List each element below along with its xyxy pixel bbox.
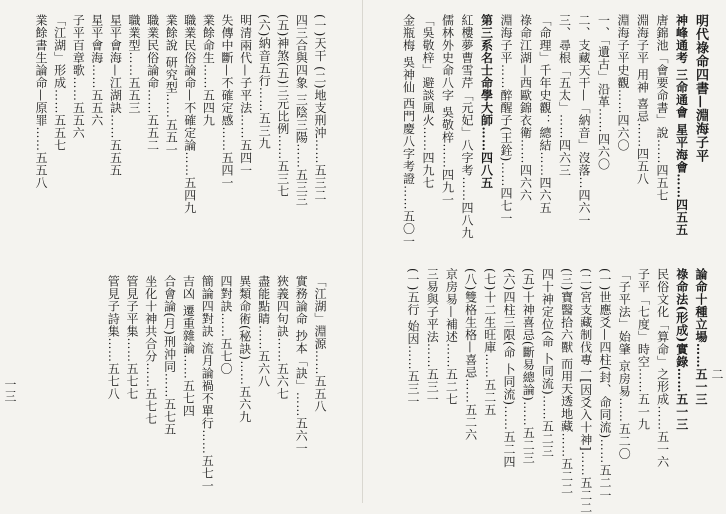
toc-entry: 「子平法」始肇 京房易……五二〇 xyxy=(617,268,632,460)
toc-entry: 坐化十神共合分……五七七 xyxy=(143,275,158,425)
toc-entry: 管見子平集……五七七 xyxy=(125,275,139,400)
toc-entry: 紅樓夢曹雪芹「元妃」八字考……四八九 xyxy=(460,14,474,239)
toc-entry: 四十神定位(命 卜同流)……五二三 xyxy=(540,268,555,458)
toc-entry: (八)雙格生格—喜忌……五二六 xyxy=(463,268,478,441)
toc-entry: 星平會海……五五六 xyxy=(89,14,104,127)
left-page xyxy=(0,0,363,503)
right-page-number: 二 xyxy=(710,368,724,380)
toc-entry: 祿命江湖—西歐錦衣衛……四六六 xyxy=(518,14,533,202)
toc-entry: 子平百章歌……五五六 xyxy=(71,14,86,139)
toc-entry: (六)納音五行……五三九 xyxy=(257,14,272,150)
toc-entry: 民俗文化「算命」之形成……五一六 xyxy=(655,268,670,468)
toc-entry: 「江湖」形成……五五七 xyxy=(52,14,67,152)
toc-entry: 管見子詩集……五七八 xyxy=(106,275,121,400)
toc-entry: 淵海子平 用神 喜忌……四五八 xyxy=(635,14,650,186)
toc-entry: 四對訣……五七〇 xyxy=(219,275,233,375)
toc-entry: (一)世應爻—四柱(封、命同流)……五二一 xyxy=(598,268,612,502)
toc-entry: 職業民俗論命……五五二 xyxy=(145,14,160,152)
toc-entry: 業餘說 研究型……五五一 xyxy=(164,14,179,156)
toc-entry: 京房易—補述……五二七 xyxy=(444,268,459,406)
toc-entry: (二)宮支藏制伐專一[因爻入十神]……五二二 xyxy=(578,268,593,514)
toc-entry: 業餘命生……五四九 xyxy=(201,14,216,127)
toc-entry: 狹義四句訣……五六七 xyxy=(275,275,290,400)
toc-entry: 三、尋根「五太」……四六三 xyxy=(557,14,572,177)
toc-entry: 職業民俗論命—不確定論……五四九 xyxy=(182,14,197,214)
toc-entry: 一、「遺古」沿革……四六〇 xyxy=(596,14,611,171)
toc-entry: 合會論(月)刑沖同……五七五 xyxy=(162,275,177,436)
toc-entry: 祿命法(形成)實錄……五一三 xyxy=(674,268,689,431)
toc-entry: (三)寶醫拾六獸 而用天透地藏……五二二 xyxy=(559,268,574,496)
toc-entry: 明代祿命四書—淵海子平 xyxy=(693,14,708,163)
toc-entry: 實務論命 抄本「訣」……五六一 xyxy=(294,275,309,455)
toc-entry: 失傳中斷—不確定感……五四一 xyxy=(220,14,234,189)
toc-entry: 「江湖」淵源……五五八 xyxy=(313,275,327,413)
toc-entry: (五)神煞(五)三元比例……五三七 xyxy=(275,14,290,198)
toc-entry: (六)四柱三限(命 卜同流)……五二四 xyxy=(502,268,516,469)
toc-entry: 唐錦池「會要命書」說……四五七 xyxy=(655,14,669,202)
toc-entry: 子平「七度」時空……五一九 xyxy=(636,268,651,431)
toc-entry: 四三合與四象 三陰三陽……五三三 xyxy=(294,14,309,206)
toc-entry: (一)天干 (二)地支刑沖……五三二 xyxy=(313,14,327,202)
toc-entry: 業餘書生論命—原罪……五五八 xyxy=(34,14,48,189)
toc-entry: 金瓶梅 吳神仙 西門慶八字考證……五〇一 xyxy=(401,14,416,248)
toc-entry: 星平會海—江湖訣……五五五 xyxy=(108,14,123,177)
toc-entry: 神峰通考 三命通會 星平海會……四五五 xyxy=(674,14,689,236)
toc-entry: 簡論四對訣 流月論禍不單行……五七一 xyxy=(200,275,215,492)
toc-entry: 異類命術(秘訣)……五六九 xyxy=(237,275,252,423)
toc-entry: 第三系名士命學大師……四八五 xyxy=(479,14,494,189)
right-page xyxy=(363,0,726,514)
toc-entry: 盡能點睛……五六八 xyxy=(256,275,271,388)
toc-entry: 儒林外史命八字 吳敬梓……四九一 xyxy=(440,14,455,206)
left-page-number: 一三 xyxy=(3,378,17,402)
toc-entry: 淵海子平……醉醒子(王銓)……四七一 xyxy=(499,14,513,225)
toc-entry: 職業型……五五三 xyxy=(127,14,141,114)
toc-entry: 吉凶 遷重雜論……五七四 xyxy=(181,275,196,417)
toc-entry: 「吳敬梓」避談風火……四九七 xyxy=(421,14,435,189)
toc-entry: 明清兩代—子平法……五四一 xyxy=(238,14,253,177)
toc-entry: 「命理」千年史觀：總結……四六五 xyxy=(538,14,552,214)
toc-entry: 淵海子平史觀……四六〇 xyxy=(616,14,630,152)
toc-entry: 論命十種立場……五一三 xyxy=(694,268,708,406)
toc-entry: 三易與子平法……五三一 xyxy=(425,268,440,406)
toc-entry: (五)十神喜忌(斷易總論)……五二三 xyxy=(521,268,536,464)
toc-entry: (七)十二生旺庫……五二五 xyxy=(482,268,497,416)
toc-entry: (一)五行 始因……五三一 xyxy=(406,268,420,408)
toc-entry: 二、支藏天干—「納音」沒落…四六一 xyxy=(577,14,591,227)
